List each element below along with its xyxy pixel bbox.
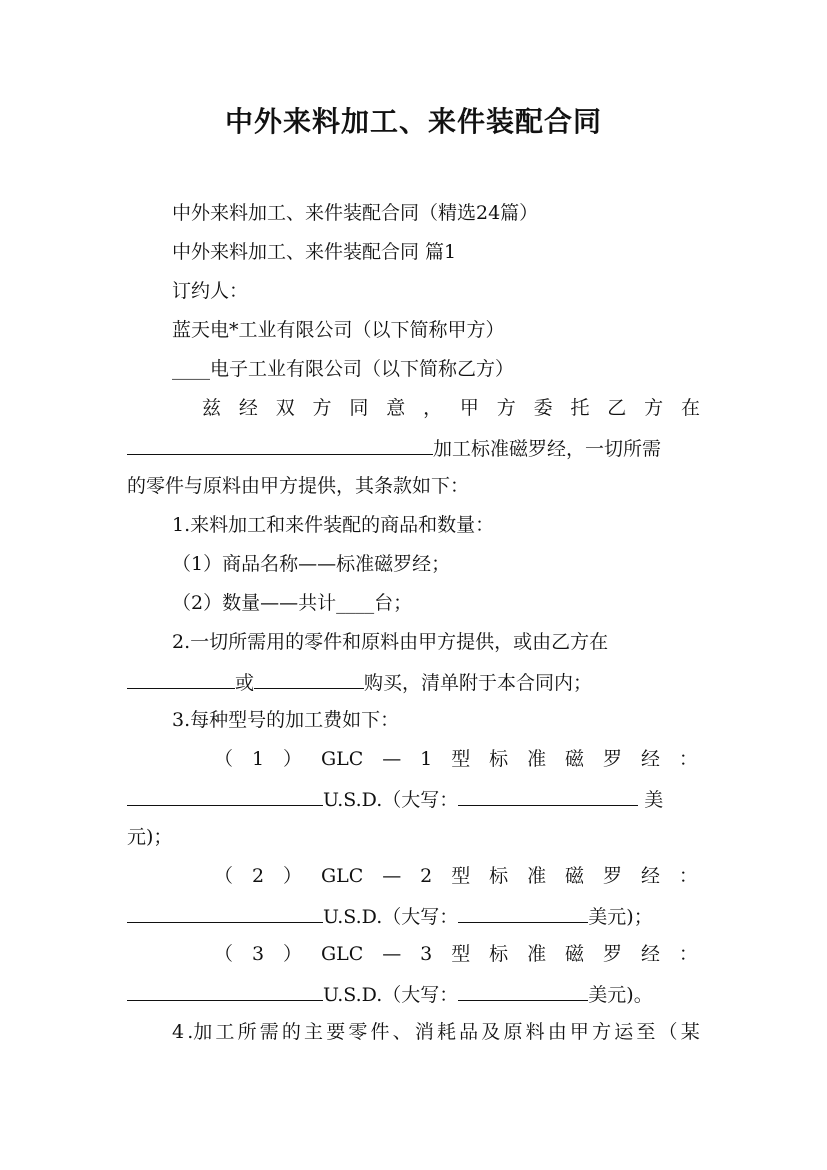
justified-char: 兹 (202, 397, 222, 419)
justified-char: 标 (489, 943, 509, 965)
justified-char: — (382, 748, 402, 770)
justified-char: 乙 (607, 397, 627, 419)
justified-char: 零 (348, 1021, 368, 1043)
justified-char: 4 (172, 1021, 185, 1043)
justified-char: 件 (370, 1021, 390, 1043)
justified-char: 委 (533, 397, 553, 419)
justified-char: .加 (187, 1021, 213, 1043)
justified-char: 型 (451, 748, 471, 770)
blank-line (127, 902, 323, 923)
justified-char: ， (423, 397, 443, 419)
justified-char: 要 (326, 1021, 346, 1043)
justified-char: 经 (238, 397, 258, 419)
line-clause-3: 3.每种型号的加工费如下： (172, 709, 400, 731)
justified-char: 1 (251, 748, 265, 770)
justified-char: 罗 (603, 943, 623, 965)
document-title: 中外来料加工、来件装配合同 (224, 105, 602, 138)
blank-line (127, 434, 433, 455)
line-party-b (172, 356, 514, 382)
justified-char: GLC (320, 943, 364, 965)
qty-unit: 台； (374, 592, 413, 614)
justified-char: 方 (312, 397, 332, 419)
fee-text: U.S.D.（大写： (323, 906, 459, 928)
justified-char: 型 (451, 865, 471, 887)
justified-char: 准 (527, 748, 547, 770)
justified-char: 甲 (459, 397, 479, 419)
justified-char: ： (678, 865, 698, 887)
justified-char: 罗 (603, 865, 623, 887)
justified-char: — (382, 865, 402, 887)
justified-char: ） (282, 943, 302, 965)
justified-char: 罗 (603, 748, 623, 770)
justified-char: 托 (570, 397, 590, 419)
justified-char: 磁 (565, 748, 585, 770)
justified-char: 2 (251, 865, 265, 887)
justified-char: 双 (275, 397, 295, 419)
justified-char: 准 (527, 943, 547, 965)
justified-char: 2 (420, 865, 433, 887)
qty-label: （2）数量——共计 (172, 592, 337, 614)
justified-char: 运 (614, 1021, 634, 1043)
clause-text: 或 (235, 672, 255, 694)
line-terms-intro: 的零件与原料由甲方提供，其条款如下： (127, 475, 470, 497)
blank-line (127, 785, 323, 806)
justified-char: 甲 (569, 1021, 589, 1043)
justified-char: 及 (481, 1021, 501, 1043)
line-subtitle: 中外来料加工、来件装配合同（精选24篇） (172, 202, 539, 224)
justified-char: 意 (386, 397, 406, 419)
blank-line (127, 668, 235, 689)
justified-char: 方 (644, 397, 664, 419)
justified-char: ： (678, 943, 698, 965)
line-clause-4 (172, 1019, 700, 1045)
justified-char: 耗 (436, 1021, 456, 1043)
party-b-text: 电子工业有限公司（以下简称乙方） (210, 358, 515, 380)
justified-char: 、 (392, 1021, 412, 1043)
fee-text: 美元)； (588, 906, 653, 928)
line-model-2 (214, 863, 698, 889)
fee-text: 美元)。 (588, 984, 653, 1006)
justified-char: 原 (503, 1021, 523, 1043)
line-model-3-fee (127, 980, 653, 1008)
line-model-2-fee (127, 902, 653, 930)
line-clause-1-2 (172, 590, 412, 616)
justified-char: （ (214, 865, 234, 887)
blank-line (458, 785, 638, 806)
fee-text: U.S.D.（大写： (323, 789, 459, 811)
justified-char: 同 (349, 397, 369, 419)
justified-char: 工 (215, 1021, 235, 1043)
justified-char: 需 (259, 1021, 279, 1043)
justified-char: 品 (459, 1021, 479, 1043)
justified-char: 方 (496, 397, 516, 419)
justified-char: 在 (680, 397, 700, 419)
line-section-heading: 中外来料加工、来件装配合同 篇1 (172, 241, 457, 263)
justified-char: 磁 (565, 943, 585, 965)
justified-char: （ (214, 748, 234, 770)
justified-char: 某 (680, 1021, 700, 1043)
qty-blank: ____ (336, 592, 375, 614)
justified-char: 标 (489, 865, 509, 887)
justified-char: 经 (640, 865, 660, 887)
blank-line (458, 902, 588, 923)
justified-char: 经 (640, 748, 660, 770)
fee-text: 美 (644, 789, 664, 811)
line-model-3 (214, 941, 698, 967)
line-party-a: 蓝天电*工业有限公司（以下简称甲方） (172, 319, 505, 341)
justified-char: 至 (636, 1021, 656, 1043)
blank-line (458, 980, 588, 1001)
justified-char: 标 (489, 748, 509, 770)
justified-char: 主 (304, 1021, 324, 1043)
line-clause-1-1: （1）商品名称——标准磁罗经； (172, 553, 451, 575)
justified-char: （ (658, 1021, 678, 1043)
blank-line (254, 668, 364, 689)
party-b-blank: ____ (172, 358, 210, 380)
line-model-1 (214, 746, 698, 772)
fee-text: U.S.D.（大写： (323, 984, 459, 1006)
justified-char: ） (282, 748, 302, 770)
justified-char: 型 (451, 943, 471, 965)
line-clause-2-cont (127, 668, 592, 696)
justified-char: 料 (525, 1021, 545, 1043)
line-model-1-fee (127, 785, 702, 813)
clause-text: 加工标准磁罗经，一切所需 (433, 438, 662, 460)
justified-char: 3 (420, 943, 433, 965)
justified-char: ） (282, 865, 302, 887)
justified-char: （ (214, 943, 234, 965)
justified-char: 由 (547, 1021, 567, 1043)
justified-char: 消 (414, 1021, 434, 1043)
justified-char: 3 (251, 943, 265, 965)
line-signatories-label: 订约人： (172, 280, 249, 302)
justified-char: GLC (320, 865, 364, 887)
line-model-1-fee-cont: 元)； (127, 826, 173, 848)
justified-char: ： (678, 748, 698, 770)
justified-char: — (382, 943, 402, 965)
line-clause-1: 1.来料加工和来件装配的商品和数量： (172, 514, 495, 536)
justified-char: 磁 (565, 865, 585, 887)
line-agreement-clause (202, 395, 700, 421)
clause-text: 购买，清单附于本合同内； (364, 672, 593, 694)
line-clause-2: 2.一切所需用的零件和原料由甲方提供，或由乙方在 (172, 631, 609, 653)
justified-char: 1 (420, 748, 433, 770)
justified-char: GLC (320, 748, 364, 770)
blank-line (127, 980, 323, 1001)
justified-char: 经 (640, 943, 660, 965)
justified-char: 所 (237, 1021, 257, 1043)
justified-char: 的 (281, 1021, 301, 1043)
justified-char: 准 (527, 865, 547, 887)
justified-char: 方 (592, 1021, 612, 1043)
line-agreement-clause-cont (127, 434, 661, 462)
